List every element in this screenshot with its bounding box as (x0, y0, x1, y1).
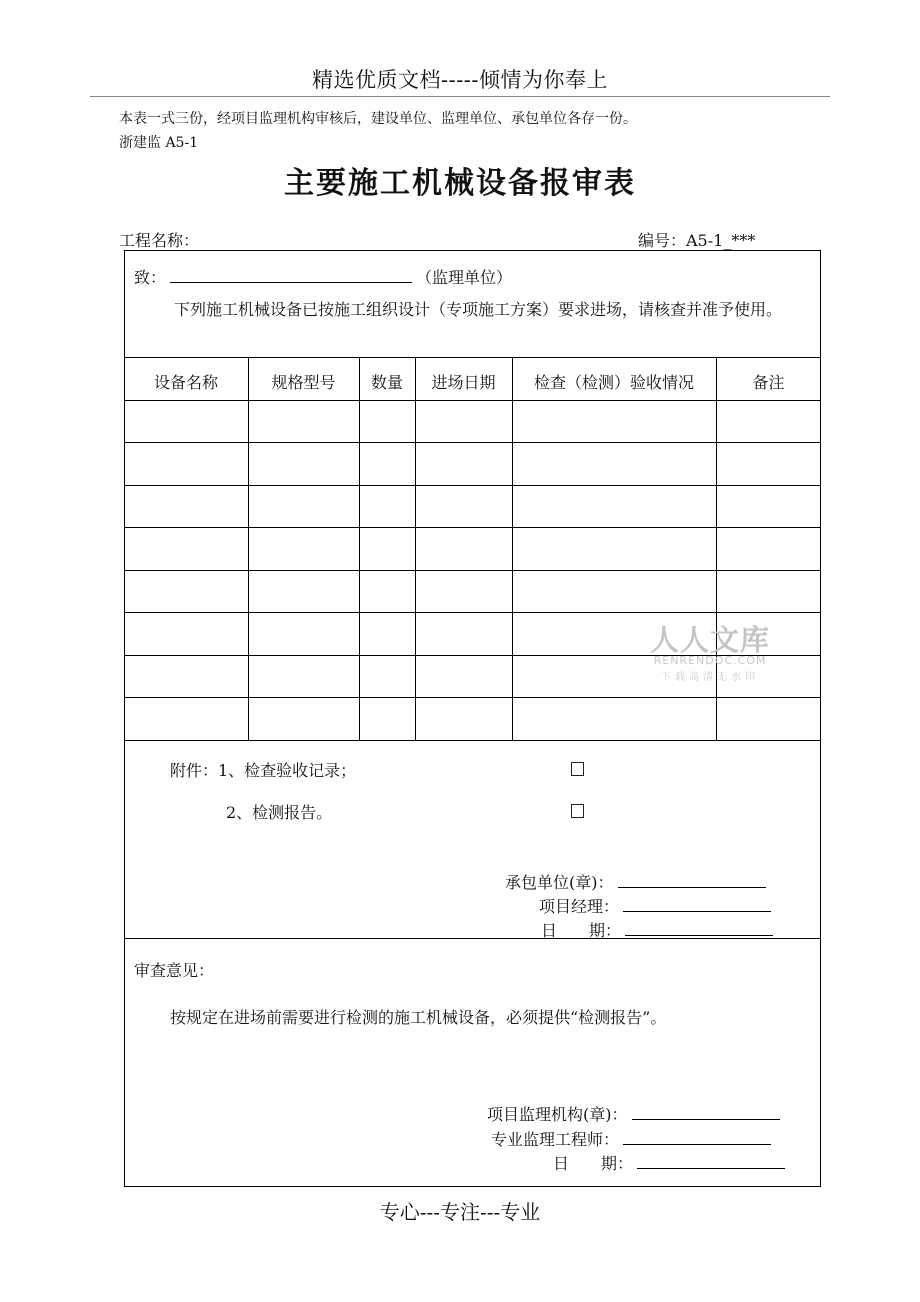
header-entry-date: 进场日期 (431, 373, 496, 392)
project-name-label: 工程名称： (119, 231, 200, 250)
review-opinion-label: 审查意见： (134, 961, 215, 980)
project-manager-field[interactable] (623, 897, 771, 912)
watermark-domain: RENRENDOC.COM (653, 654, 767, 667)
supervisor-unit-field[interactable] (170, 268, 412, 283)
watermark-logo: 人人文库 (649, 623, 770, 657)
column-divider (512, 357, 513, 740)
page-footer: 专心---专注---专业 (379, 1200, 541, 1224)
review-opinion-text: 按规定在进场前需要进行检测的施工机械设备，必须提供“检测报告”。 (170, 1008, 667, 1027)
table-bottom-rule (124, 740, 821, 741)
form-code: 浙建监 A5-1 (119, 135, 199, 151)
header-quantity: 数量 (370, 373, 403, 392)
watermark-slogan: 下载高清无水印 (661, 672, 759, 683)
attachment-1-checkbox[interactable] (571, 762, 584, 776)
addressee-prefix: 致： (134, 268, 167, 287)
contractor-unit-signature (505, 870, 766, 893)
supervisor-date-field[interactable] (637, 1154, 785, 1169)
header-equipment-name: 设备名称 (153, 373, 218, 392)
supervision-org-signature (487, 1102, 780, 1125)
form-title: 主要施工机械设备报审表 (284, 166, 636, 201)
project-manager-signature (539, 894, 771, 917)
addressee-suffix: （监理单位） (416, 268, 513, 287)
contractor-unit-field[interactable] (618, 873, 766, 888)
supervising-engineer-label: 专业监理工程师： (491, 1130, 620, 1149)
header-divider (90, 96, 830, 97)
attachment-test-report: 2、检测报告。 (226, 803, 333, 822)
column-divider (415, 357, 416, 740)
header-remarks: 备注 (752, 373, 785, 392)
supervisor-date-label: 日 期： (553, 1154, 634, 1173)
supervision-org-label: 项目监理机构(章)： (487, 1105, 628, 1124)
column-divider (248, 357, 249, 740)
project-manager-label: 项目经理： (539, 897, 620, 916)
contractor-date-field[interactable] (625, 921, 773, 936)
header-inspection-status: 检查（检测）验收情况 (533, 373, 694, 392)
supervision-org-field[interactable] (632, 1105, 780, 1120)
addressee-line (134, 265, 512, 288)
supervising-engineer-signature (491, 1127, 771, 1150)
supervising-engineer-field[interactable] (623, 1130, 771, 1145)
column-divider (359, 357, 360, 740)
distribution-note: 本表一式三份，经项目监理机构审核后，建设单位、监理单位、承包单位各存一份。 (119, 111, 637, 127)
attachment-inspection-record: 附件：1、检查验收记录； (170, 761, 357, 780)
supervisor-date-signature (553, 1151, 785, 1174)
page-header: 精选优质文档-----倾情为你奉上 (312, 68, 608, 92)
form-number: 编号：A5-1_*** (638, 231, 756, 250)
request-paragraph: 下列施工机械设备已按施工组织设计（专项施工方案）要求进场，请核查并准予使用。 (174, 300, 783, 319)
attachment-2-checkbox[interactable] (571, 804, 584, 818)
contractor-unit-label: 承包单位(章)： (505, 873, 614, 892)
contractor-date-label: 日 期： (541, 921, 622, 940)
contractor-date-signature (541, 918, 773, 941)
header-model-spec: 规格型号 (271, 373, 336, 392)
